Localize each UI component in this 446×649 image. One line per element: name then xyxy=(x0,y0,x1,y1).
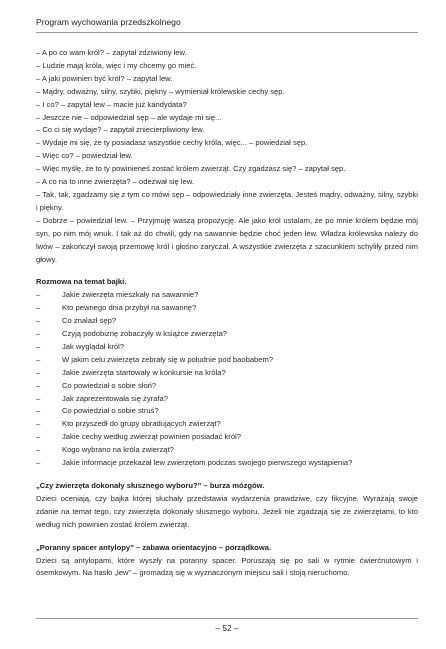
dash-marker: – xyxy=(36,380,41,390)
dash-marker: – xyxy=(36,393,41,403)
dialogue-line: – Jeszcze nie – odpowiedział sęp – ale wydaje mi się... xyxy=(36,112,222,122)
dialogue-block xyxy=(36,47,418,266)
question-item xyxy=(36,405,418,418)
brainstorm-heading: „Czy zwierzęta dokonały słusznego wyboru?” – burza mózgów. xyxy=(36,481,265,490)
question-item xyxy=(36,457,418,470)
dialogue-line: – Dobrze – powiedział lew. – Przyjmuję waszą propozycję. Ale jako król ustalam, że po mnie królem będzie mój syn, po nim mój wnuk. I tak aż do chwili, gdy na sawannie będzie choć jeden lew. Władza królewska należy do lwów – zakończył swoją przemowę król i głośno zaryczał. A wszystkie zwierzęta z szacunkiem schyliły przed nim głowy. xyxy=(36,215,418,264)
dash-marker: – xyxy=(36,341,41,351)
question-text: Co znalazł sęp? xyxy=(62,316,117,326)
dialogue-line: – Co ci się wydaje? – zapytał zniecierpliwiony lew. xyxy=(36,125,205,135)
question-item xyxy=(36,341,418,354)
dash-marker: – xyxy=(36,458,41,468)
brainstorm-section xyxy=(36,480,418,532)
conversation-heading: Rozmowa na temat bajki. xyxy=(36,277,127,287)
running-header xyxy=(36,17,418,33)
dialogue-line: – Więc co? – powiedział lew. xyxy=(36,151,133,161)
game-heading: „Poranny spacer antylopy” – zabawa orientacyjno – porządkowa. xyxy=(36,542,272,552)
question-text: Jakie zwierzęta startowały w konkursie na króla? xyxy=(62,367,226,377)
game-text: Dzieci są antylopami, które wyszły na poranny spacer. Poruszają się po sali w rytmie ćwierćnutowym i ósemkowym. Na hasło „lew” – gromadzą się w wyznaczonym miejscu sali i stoją nieruchomo. xyxy=(36,555,418,578)
question-text: Co powiedział o sobie słoń? xyxy=(62,380,157,390)
question-item xyxy=(36,367,418,380)
question-item xyxy=(36,380,418,393)
question-text: Czyją podobiznę zobaczyły w książce zwierzęta? xyxy=(62,329,228,339)
question-text: Jak wyglądał król? xyxy=(62,341,125,351)
question-text: Kogo wybrano na króla zwierząt? xyxy=(62,445,174,455)
dash-marker: – xyxy=(36,445,41,455)
dialogue-line: – Ludzie mają króla, więc i my chcemy go mieć. xyxy=(36,60,197,70)
question-text: Jakie informacje przekazał lew zwierzętom podczas swojego pierwszego wystąpienia? xyxy=(62,458,353,468)
question-text: Co powiedział o sobie struś? xyxy=(62,406,159,416)
page-number: – 52 – xyxy=(215,623,239,633)
dash-marker: – xyxy=(36,432,41,442)
dialogue-line: – A co na to inne zwierzęta? – odezwał się lew. xyxy=(36,177,194,187)
dialogue-line: – Więc myślę, że to ty powinieneś zostać królem zwierząt. Czy zgadzasz się? – zapytał sęp. xyxy=(36,164,346,174)
question-item xyxy=(36,393,418,406)
question-text: Kto pewnego dnia przybył na sawannę? xyxy=(62,303,197,313)
dialogue-line: – Tak, tak, zgadzamy się z tym co mówi sęp – odpowiedziały inne zwierzęta. Jesteś mądry, odważny, silny, szybki i piękny. xyxy=(36,189,418,212)
dialogue-line: – A po co wam król? – zapytał zdziwiony lew. xyxy=(36,48,187,57)
dash-marker: – xyxy=(36,316,41,326)
dialogue-line: – A jaki powinien być król? – zapytał lew. xyxy=(36,73,173,83)
question-item xyxy=(36,418,418,431)
dash-marker: – xyxy=(36,419,41,429)
dash-marker: – xyxy=(36,290,41,300)
page-footer xyxy=(36,618,418,633)
question-text: Kto przyszedł do grupy obradujących zwierząt? xyxy=(62,419,221,429)
dash-marker: – xyxy=(36,354,41,364)
conversation-section xyxy=(36,276,418,470)
question-item xyxy=(36,431,418,444)
brainstorm-text: Dzieci oceniają, czy bajka której słuchały przedstawia wydarzenia prawdziwe, czy fikcyjne. Wyrażają swoje zdanie na temat tego, czy zwierzęta dokonały słusznego wyboru. Jeżeli nie zgadzają się ze zwierzętami, to kto według nich powinien zostać królem zwierząt. xyxy=(36,493,418,529)
game-section xyxy=(36,542,418,581)
question-text: W jakim celu zwierzęta zebrały się w południe pod baobabem? xyxy=(62,354,274,364)
dialogue-line: – Wydaje mi się, że ty posiadasz wszystkie cechy króla, więc... – powiedział sęp. xyxy=(36,138,308,148)
dash-marker: – xyxy=(36,303,41,313)
question-item xyxy=(36,289,418,302)
header-title: Program wychowania przedszkolnego xyxy=(36,17,181,27)
question-item xyxy=(36,444,418,457)
dash-marker: – xyxy=(36,406,41,416)
dialogue-line: – I co? – zapytał lew – macie już kandydata? xyxy=(36,99,187,109)
dash-marker: – xyxy=(36,367,41,377)
question-text: Jakie cechy według zwierząt powinien posiadać król? xyxy=(62,432,241,442)
question-item xyxy=(36,328,418,341)
question-item xyxy=(36,315,418,328)
dialogue-line: – Mądry, odważny, silny, szybki, piękny – wymieniał królewskie cechy sęp. xyxy=(36,86,285,96)
question-text: Jakie zwierzęta mieszkały na sawannie? xyxy=(62,290,199,300)
dash-marker: – xyxy=(36,329,41,339)
page-body xyxy=(36,47,418,580)
question-text: Jak zaprezentowała się żyrafa? xyxy=(62,393,168,403)
question-item xyxy=(36,302,418,315)
question-item xyxy=(36,354,418,367)
